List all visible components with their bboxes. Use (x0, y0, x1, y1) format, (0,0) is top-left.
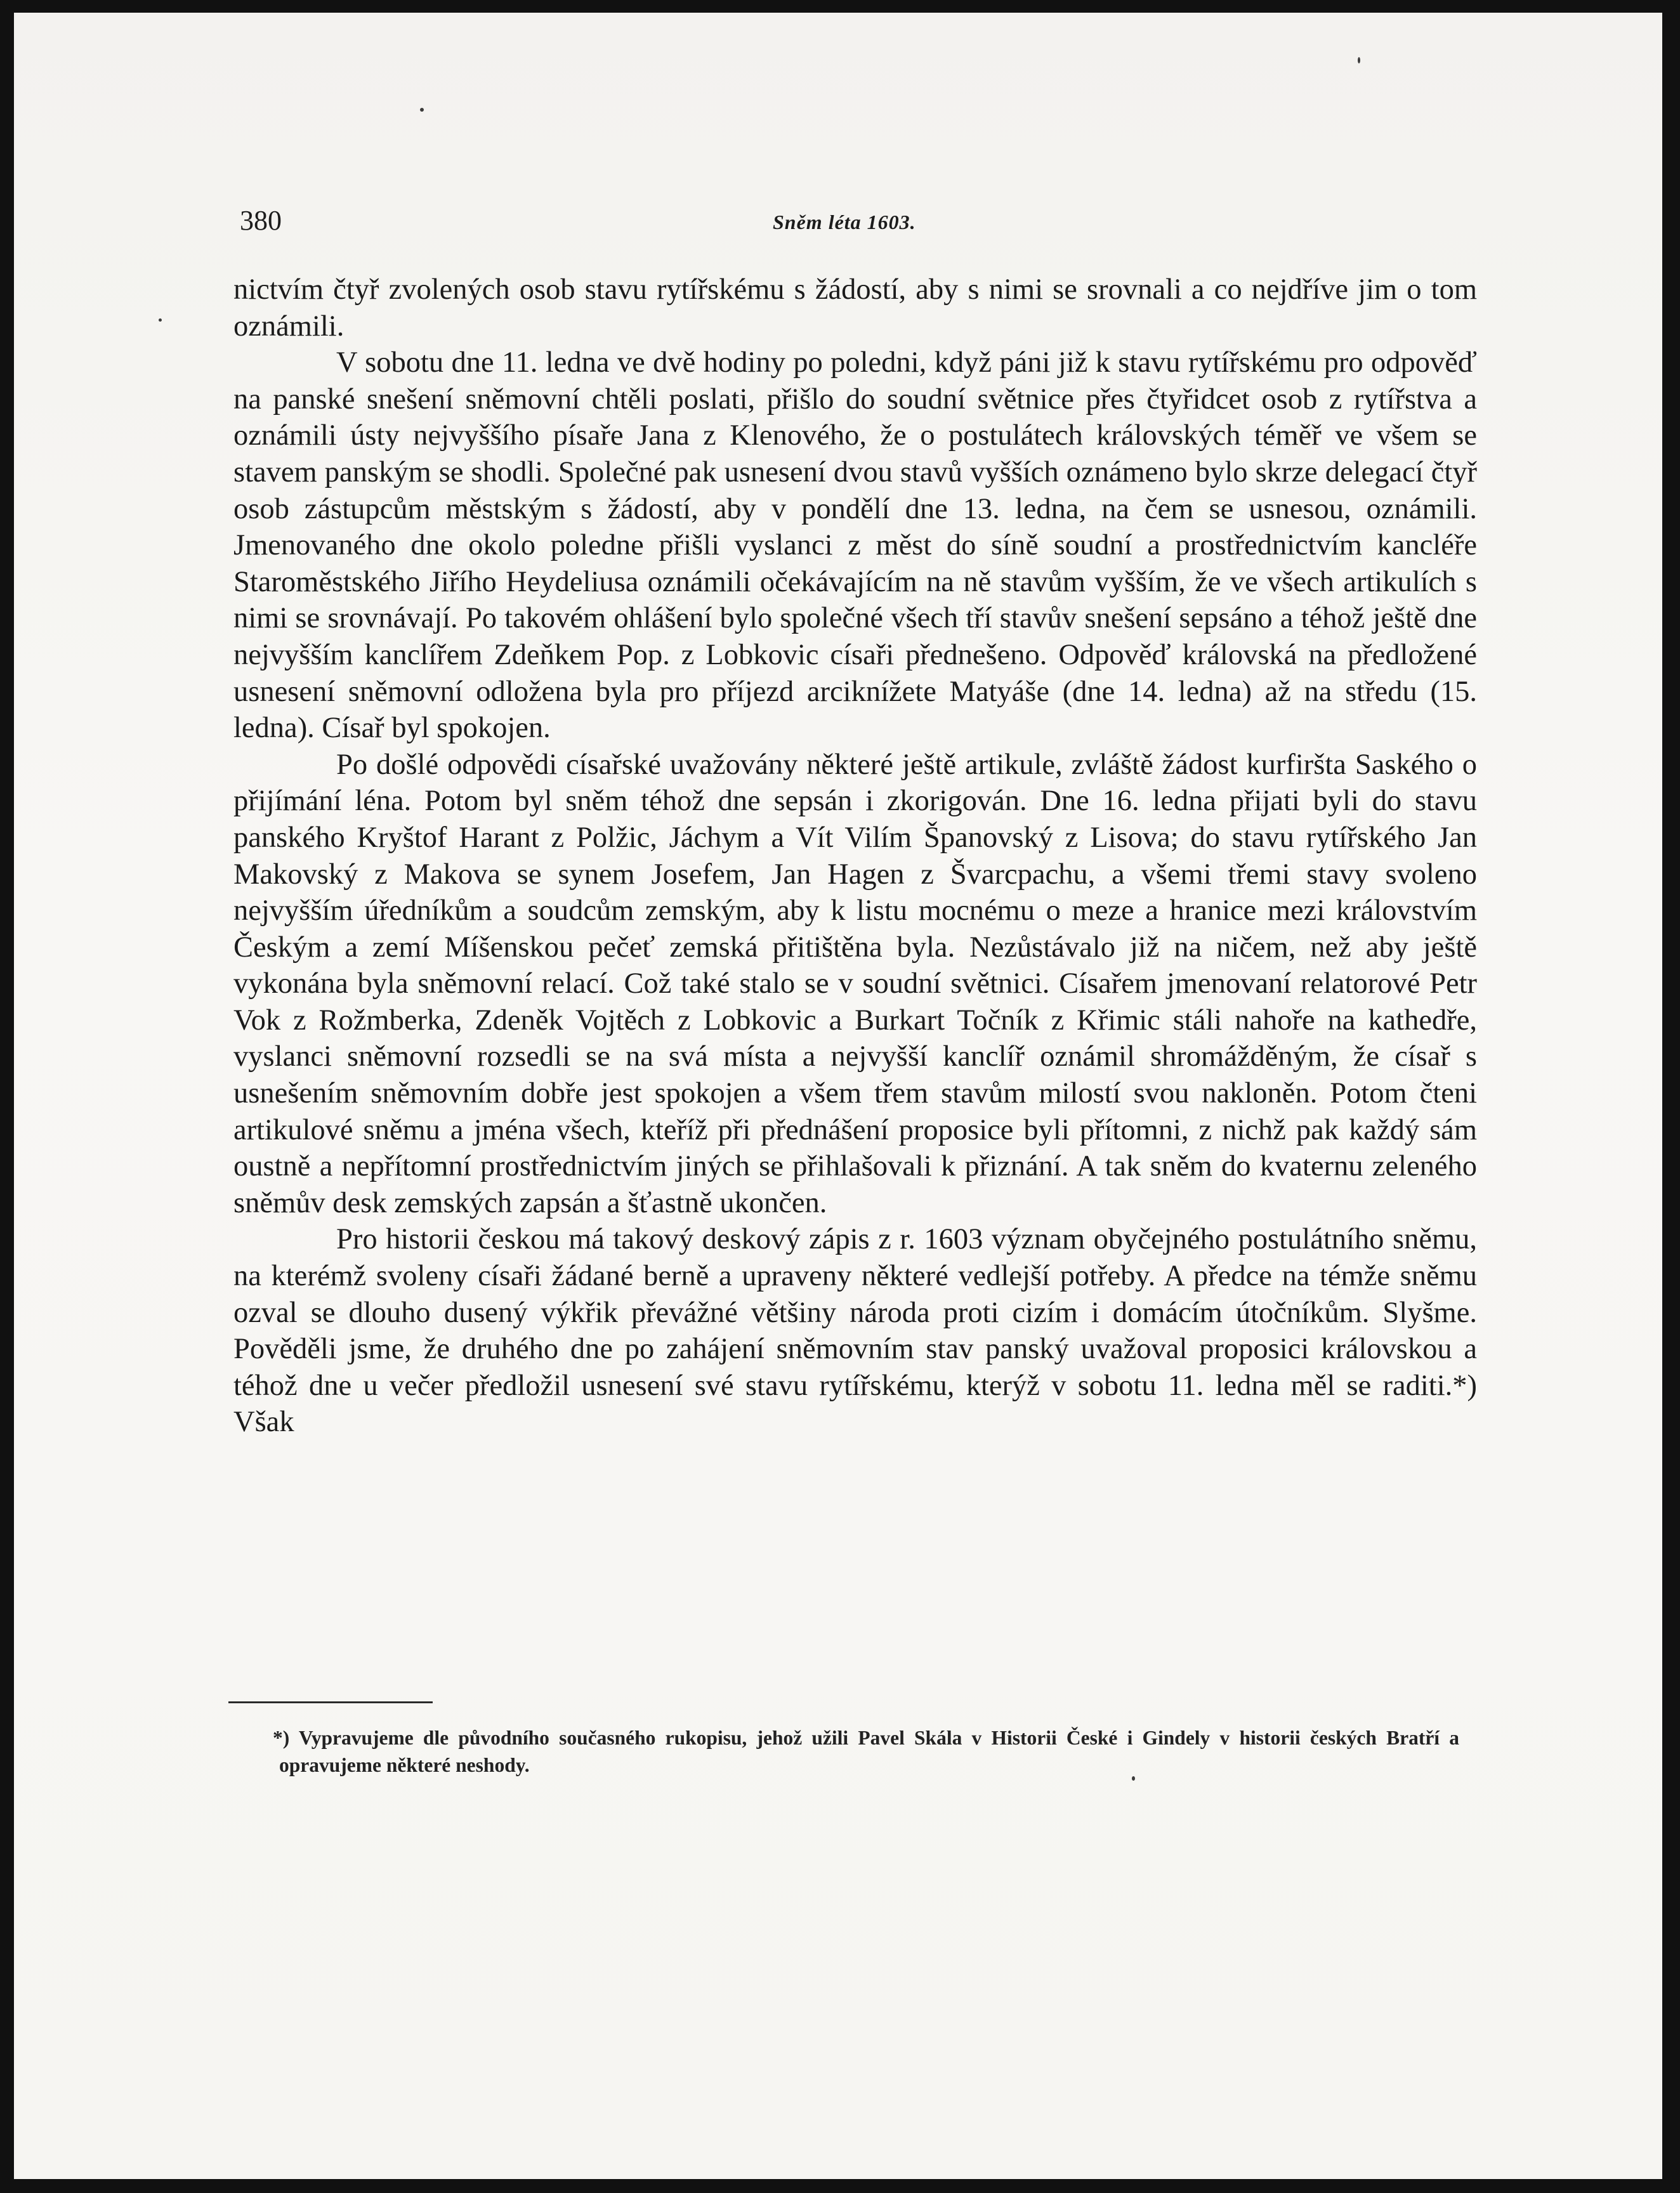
footnote: *) Vypravujeme dle původního současného rukopisu, jehož užili Pavel Skála v Historii České i Gindely v historii českých Bratří a opravujeme některé neshody. (273, 1727, 1459, 1776)
dust-speck (420, 108, 424, 112)
paragraph: V sobotu dne 11. ledna ve dvě hodiny po poledni, když páni již k stavu rytířskému pro odpověď na panské snešení sněmovní chtěli poslati, přišlo do soudní světnice přes čtyřidcet osob z rytířstva a oznámili ústy nejvyššího písaře Jana z Klenového, že o postulátech královských téměř ve všem se stavem panským se shodli. Společné pak usnesení dvou stavů vyšších oznámeno bylo skrze delegací čtyř osob zástupcům městským s žádostí, aby v pondělí dne 13. ledna, na čem se usnesou, oznámili. Jmenovaného dne okolo poledne přišli vyslanci z měst do síně soudní a prostřednictvím kancléře Staroměstského Jiřího Heydeliusa oznámili očekávajícím na ně stavům vyšším, že ve všech artikulích s nimi se srovnávají. Po takovém ohlášení bylo společné všech tří stavův snešení sepsáno a téhož ještě dne nejvyšším kanclířem Zdeňkem Pop. z Lobkovic císaři přednešeno. Odpověď královská na předložené usnesení sněmovní odložena byla pro příjezd arciknížete Matyáše (dne 14. ledna) až na středu (15. ledna). Císař byl spokojen. (233, 346, 1477, 745)
footnote-divider (228, 1701, 433, 1703)
paragraph: Pro historii českou má takový deskový zápis z r. 1603 význam obyčejného postulátního sněmu, na kterémž svoleny císaři žádané berně a upraveny některé vedlejší potřeby. A předce na témže sněmu ozval se dlouho dusený výkřik převážné většiny národa proti cizím i domácím útočníkům. Slyšme. Pověděli jsme, že druhého dne po zahájení sněmovním stav panský uvažoval proposici královskou a téhož dne u večer předložil usnesení své stavu rytířskému, kterýž v sobotu 11. ledna měl se raditi.*) Však (233, 1223, 1477, 1439)
dust-speck (1358, 57, 1360, 63)
page-number: 380 (240, 205, 282, 236)
paragraph: Po došlé odpovědi císařské uvažovány některé ještě artikule, zvláště žádost kurfiršta Saského o přijímání léna. Potom byl sněm téhož dne sepsán i zkorigován. Dne 16. ledna přijati byli do stavu panského Kryštof Harant z Polžic, Jáchym a Vít Vilím Španovský z Lisova; do stavu rytířského Jan Makovský z Makova se synem Josefem, Jan Hagen z Švarcpachu, a všemi třemi stavy svoleno nejvyšším úředníkům a soudcům zemským, aby k listu mocnému o meze a hranice mezi královstvím Českým a zemí Míšenskou pečeť zemská přitištěna byla. Nezůstávalo již na ničem, než aby ještě vykonána byla sněmovní relací. Což také stalo se v soudní světnici. Císařem jmenovaní relatorové Petr Vok z Rožmberka, Zdeněk Vojtěch z Lobkovic a Burkart Točník z Křimic stáli nahoře na kathedře, vyslanci sněmovní rozsedli se na svá místa a nejvyšší kanclíř oznámil shromážděným, že císař s usnešením sněmovním dobře jest spokojen a všem třem stavům milostí svou nakloněn. Potom čteni artikulové sněmu a jména všech, kteříž při přednášení proposice byli přítomni, z nichž pak každý sám oustně a nepřítomní prostřednictvím jiných se přihlašovali k přiznání. A tak sněm do kvaternu zeleného sněmův desk zemských zapsán a šťastně ukončen. (233, 748, 1477, 1219)
running-title: Sněm léta 1603. (773, 211, 916, 233)
page-header (240, 204, 1477, 242)
dust-speck (159, 318, 162, 322)
paragraph: nictvím čtyř zvolených osob stavu rytířskému s žádostí, aby s nimi se srovnali a co nejdříve jim o tom oznámili. (233, 273, 1477, 343)
body-text (233, 272, 1477, 1441)
